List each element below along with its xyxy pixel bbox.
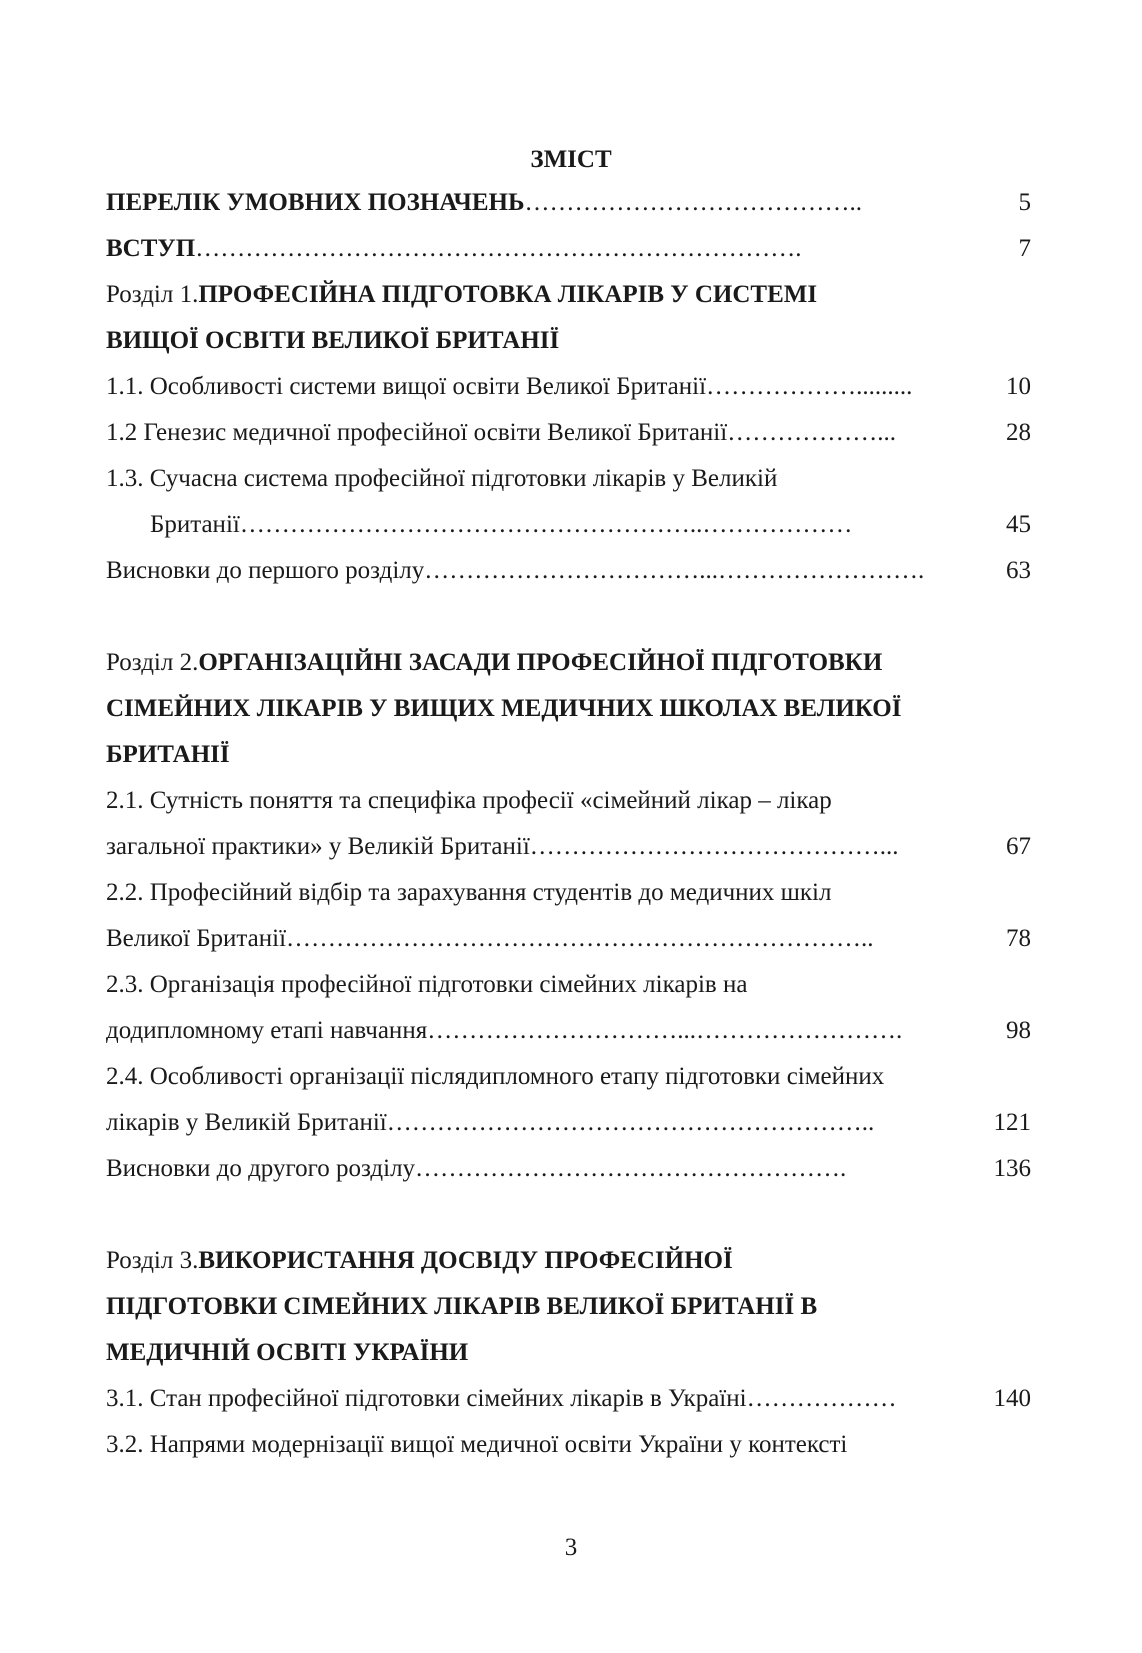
- entry-page-number: 63: [1006, 557, 1031, 584]
- section-heading: [106, 1238, 1031, 1284]
- entry-title: 3.2. Напрями модернізації вищої медичної освіти України у контексті: [106, 1431, 848, 1458]
- entry-title: 1.3. Сучасна система професійної підготовки лікарів у Великій: [106, 465, 778, 492]
- dot-leader: …………………………...…………………….: [427, 1017, 903, 1044]
- section-prefix: Розділ 1.: [106, 281, 199, 308]
- entry-page-number: 5: [1018, 189, 1031, 216]
- entry-title: лікарів у Великій Британії: [106, 1109, 387, 1136]
- entry-title: 3.1. Стан професійної підготовки сімейних лікарів в Україні: [106, 1385, 747, 1412]
- toc-entry: [106, 180, 1031, 226]
- section-title: ВИЩОЇ ОСВІТИ ВЕЛИКОЇ БРИТАНІЇ: [106, 327, 560, 354]
- entry-page-number: 28: [1006, 419, 1031, 446]
- page-number: 3: [564, 1534, 578, 1561]
- toc-entry: [106, 916, 1031, 962]
- entry-title: Висновки до другого розділу: [106, 1155, 416, 1182]
- section-heading: [106, 272, 1031, 318]
- entry-page-number: 10: [1006, 373, 1031, 400]
- entry-title: Великої Британії: [106, 925, 287, 952]
- toc-entry: [106, 1146, 1031, 1192]
- entry-page-number: 98: [1006, 1017, 1031, 1044]
- toc-entry-text: [106, 456, 1031, 502]
- entry-title: ПЕРЕЛІК УМОВНИХ ПОЗНАЧЕНЬ: [106, 189, 525, 216]
- section-title: СІМЕЙНИХ ЛІКАРІВ У ВИЩИХ МЕДИЧНИХ ШКОЛАХ ВЕЛИКОЇ: [106, 695, 902, 722]
- entry-title: Британії: [150, 511, 240, 538]
- section-prefix: Розділ 3.: [106, 1247, 199, 1274]
- entry-title: 1.2 Генезис медичної професійної освіти Великої Британії: [106, 419, 728, 446]
- toc-entry: [106, 1100, 1031, 1146]
- dot-leader: ………………...: [727, 419, 896, 446]
- section-title: МЕДИЧНІЙ ОСВІТІ УКРАЇНИ: [106, 1339, 469, 1366]
- toc-entry: [106, 364, 1031, 410]
- section-prefix: Розділ 2.: [106, 649, 199, 676]
- entry-page-number: 78: [1006, 925, 1031, 952]
- toc-entry: [106, 1376, 1031, 1422]
- entry-page-number: 121: [993, 1109, 1031, 1136]
- entry-title: ВСТУП: [106, 235, 196, 262]
- entry-title: 2.1. Сутність поняття та специфіка професії «сімейний лікар – лікар: [106, 787, 832, 814]
- toc-entry-text: [106, 1422, 1031, 1468]
- entry-title: 2.4. Особливості організації післядипломного етапу підготовки сімейних: [106, 1063, 885, 1090]
- section-heading-continuation: [106, 1330, 1031, 1376]
- section-heading-continuation: [106, 686, 1031, 732]
- table-of-contents: [106, 180, 1031, 1468]
- section-title: ПІДГОТОВКИ СІМЕЙНИХ ЛІКАРІВ ВЕЛИКОЇ БРИТАНІЇ В: [106, 1293, 818, 1320]
- section-heading-continuation: [106, 1284, 1031, 1330]
- section-gap: [106, 594, 1031, 640]
- dot-leader: ……………………………………...: [529, 833, 899, 860]
- toc-entry: [106, 1008, 1031, 1054]
- section-gap: [106, 1192, 1031, 1238]
- entry-page-number: 136: [993, 1155, 1031, 1182]
- toc-entry: [106, 410, 1031, 456]
- dot-leader: ……………………………………………………………..: [286, 925, 874, 952]
- toc-entry: [106, 824, 1031, 870]
- section-title: ВИКОРИСТАННЯ ДОСВІДУ ПРОФЕСІЙНОЇ: [198, 1247, 733, 1274]
- toc-entry-text: [106, 962, 1031, 1008]
- toc-entry: [106, 226, 1031, 272]
- section-heading-continuation: [106, 732, 1031, 778]
- entry-page-number: 45: [1006, 511, 1031, 538]
- entry-page-number: 140: [993, 1385, 1031, 1412]
- dot-leader: ……………….........: [706, 373, 913, 400]
- dot-leader: ………………………………………………..………………: [239, 511, 853, 538]
- entry-title: додипломному етапі навчання: [106, 1017, 428, 1044]
- dot-leader: ………………: [746, 1385, 897, 1412]
- section-title: ПРОФЕСІЙНА ПІДГОТОВКА ЛІКАРІВ У СИСТЕМІ: [198, 281, 818, 308]
- dot-leader: ……………………………………………………………….: [195, 235, 802, 262]
- section-heading: [106, 640, 1031, 686]
- toc-entry: [106, 548, 1031, 594]
- dot-leader: ……………………………...…………………….: [424, 557, 925, 584]
- dot-leader: …………………………………………………..: [386, 1109, 875, 1136]
- entry-title: 1.1. Особливості системи вищої освіти Великої Британії: [106, 373, 707, 400]
- entry-title: Висновки до першого розділу: [106, 557, 425, 584]
- toc-entry-text: [106, 870, 1031, 916]
- entry-title: 2.2. Професійний відбір та зарахування студентів до медичних шкіл: [106, 879, 832, 906]
- toc-entry: [106, 502, 1031, 548]
- dot-leader: …………………………………..: [524, 189, 863, 216]
- dot-leader: …………………………………………….: [415, 1155, 847, 1182]
- section-title: БРИТАНІЇ: [106, 741, 230, 768]
- section-title: ОРГАНІЗАЦІЙНІ ЗАСАДИ ПРОФЕСІЙНОЇ ПІДГОТОВКИ: [198, 649, 883, 676]
- entry-page-number: 67: [1006, 833, 1031, 860]
- toc-title: ЗМІСТ: [530, 146, 612, 173]
- entry-page-number: 7: [1018, 235, 1031, 262]
- entry-title: 2.3. Організація професійної підготовки сімейних лікарів на: [106, 971, 748, 998]
- entry-title: загальної практики» у Великій Британії: [106, 833, 530, 860]
- section-heading-continuation: [106, 318, 1031, 364]
- toc-entry-text: [106, 1054, 1031, 1100]
- toc-entry-text: [106, 778, 1031, 824]
